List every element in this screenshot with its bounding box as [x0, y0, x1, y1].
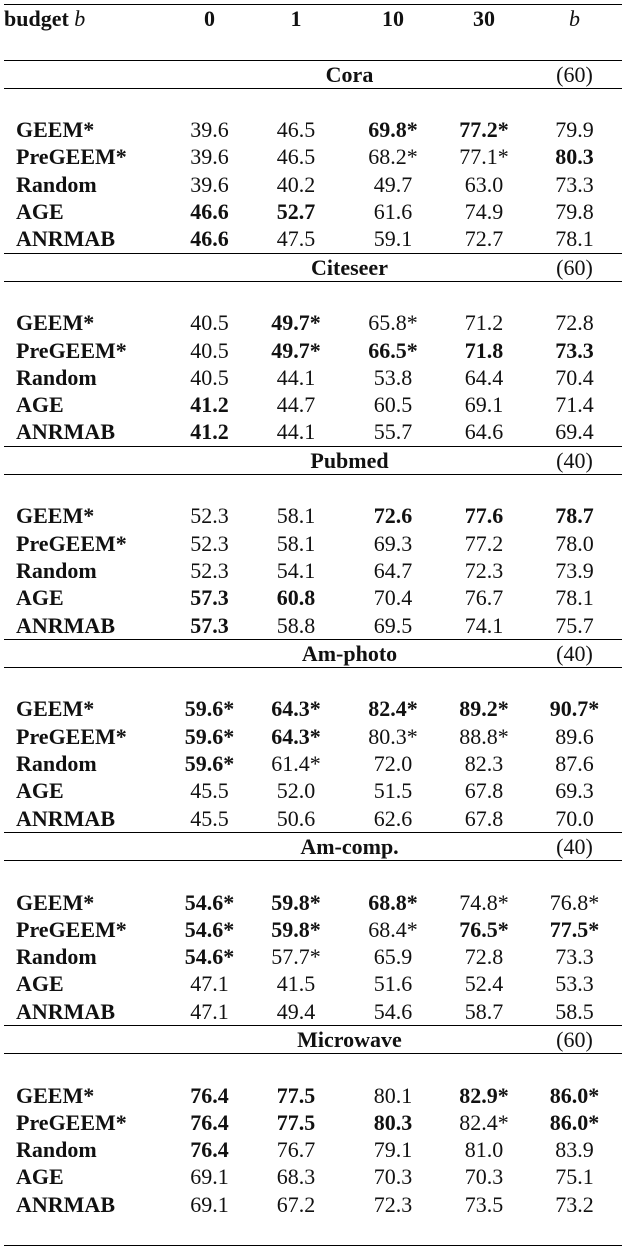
method-name: PreGEEM*	[16, 144, 127, 170]
value-cell: 52.3	[190, 557, 229, 583]
value-cell: 66.5*	[368, 337, 418, 363]
value-cell: 52.3	[190, 530, 229, 556]
value-cell: 57.3	[190, 585, 229, 611]
value-cell: 62.6	[373, 805, 413, 831]
value-cell: 57.3	[190, 612, 229, 638]
value-cell: 68.2*	[368, 144, 418, 170]
dataset-budget: (60)	[527, 253, 622, 281]
value-cell: 76.4	[190, 1082, 229, 1108]
value-cell: 60.5	[373, 392, 413, 418]
value-cell: 69.1	[190, 1164, 229, 1190]
method-name: AGE	[16, 971, 64, 997]
table-row	[4, 998, 622, 1026]
value-cell: 46.6	[190, 226, 229, 252]
value-cell: 80.3	[373, 1109, 413, 1135]
dataset-name: Citeseer	[172, 253, 527, 281]
value-cell: 72.6	[373, 503, 413, 529]
value-cell: 40.5	[190, 337, 229, 363]
value-cell: 76.4	[190, 1109, 229, 1135]
method-name: Random	[16, 171, 97, 197]
value-cell: 50.6	[276, 805, 316, 831]
value-cell: 86.0*	[549, 1109, 600, 1135]
value-cell: 78.0	[555, 530, 594, 556]
value-cell: 46.5	[276, 144, 316, 170]
value-cell: 69.4	[555, 419, 594, 445]
value-cell: 41.2	[190, 419, 229, 445]
value-cell: 76.7	[464, 585, 504, 611]
table-row	[4, 502, 622, 529]
value-cell: 58.1	[276, 503, 316, 529]
value-cell: 82.3	[464, 751, 504, 777]
method-name: ANRMAB	[16, 1191, 115, 1217]
table-row	[4, 1136, 622, 1163]
table-row	[4, 612, 622, 640]
value-cell: 58.1	[276, 530, 316, 556]
value-cell: 67.8	[464, 805, 504, 831]
method-name: PreGEEM*	[16, 337, 127, 363]
table-row	[4, 750, 622, 777]
value-cell: 72.8	[464, 944, 504, 970]
value-cell: 76.8*	[549, 889, 600, 915]
method-name: GEEM*	[16, 117, 95, 143]
dataset-header-row	[4, 60, 622, 88]
value-cell: 68.8*	[368, 889, 418, 915]
value-cell: 74.8*	[459, 889, 509, 915]
table-row	[4, 970, 622, 997]
value-cell: 77.5	[276, 1082, 316, 1108]
value-cell: 78.7	[555, 503, 594, 529]
value-cell: 51.5	[373, 778, 413, 804]
table-row	[4, 1191, 622, 1218]
table-row	[4, 805, 622, 833]
results-table	[4, 4, 622, 1246]
method-name: AGE	[16, 778, 64, 804]
value-cell: 72.3	[464, 557, 504, 583]
header-budget-2: 10	[382, 6, 404, 31]
value-cell: 81.0	[464, 1137, 504, 1163]
value-cell: 73.3	[555, 337, 594, 363]
value-cell: 79.8	[555, 199, 594, 225]
value-cell: 76.7	[276, 1137, 316, 1163]
table-row	[4, 198, 622, 225]
value-cell: 82.4*	[459, 1109, 509, 1135]
method-name: GEEM*	[16, 889, 95, 915]
dataset-budget: (40)	[527, 832, 622, 860]
value-cell: 59.8*	[271, 916, 321, 942]
table-row	[4, 1109, 622, 1136]
value-cell: 89.2*	[459, 696, 509, 722]
value-cell: 90.7*	[549, 696, 600, 722]
value-cell: 69.1	[464, 392, 504, 418]
value-cell: 54.6	[373, 998, 413, 1024]
value-cell: 71.4	[555, 392, 594, 418]
value-cell: 70.4	[373, 585, 413, 611]
value-cell: 60.8	[276, 585, 316, 611]
dataset-name: Am-photo	[172, 639, 527, 667]
value-cell: 72.0	[373, 751, 413, 777]
method-name: GEEM*	[16, 503, 95, 529]
value-cell: 77.6	[464, 503, 504, 529]
value-cell: 69.8*	[368, 117, 418, 143]
value-cell: 73.5	[464, 1191, 504, 1217]
header-budget-1: 1	[290, 6, 302, 31]
value-cell: 44.1	[276, 364, 316, 390]
value-cell: 47.1	[190, 971, 229, 997]
method-name: AGE	[16, 585, 64, 611]
value-cell: 55.7	[373, 419, 413, 445]
dataset-name: Pubmed	[172, 446, 527, 474]
value-cell: 41.5	[276, 971, 316, 997]
table-row	[4, 943, 622, 970]
value-cell: 52.3	[190, 503, 229, 529]
method-name: PreGEEM*	[16, 530, 127, 556]
value-cell: 61.4*	[271, 751, 321, 777]
method-name: PreGEEM*	[16, 916, 127, 942]
value-cell: 75.1	[555, 1164, 594, 1190]
value-cell: 87.6	[555, 751, 594, 777]
header-method	[4, 5, 172, 33]
value-cell: 83.9	[555, 1137, 594, 1163]
dataset-name: Cora	[172, 60, 527, 88]
value-cell: 77.2*	[459, 117, 509, 143]
dataset-header-row	[4, 446, 622, 474]
value-cell: 64.4	[464, 364, 504, 390]
value-cell: 64.6	[464, 419, 504, 445]
value-cell: 68.3	[276, 1164, 316, 1190]
method-name: GEEM*	[16, 696, 95, 722]
method-name: Random	[16, 364, 97, 390]
method-name: GEEM*	[16, 1082, 95, 1108]
value-cell: 39.6	[190, 117, 229, 143]
value-cell: 82.4*	[368, 696, 418, 722]
value-cell: 53.3	[555, 971, 594, 997]
value-cell: 39.6	[190, 171, 229, 197]
table-row	[4, 723, 622, 750]
value-cell: 67.2	[276, 1191, 316, 1217]
value-cell: 73.3	[555, 171, 594, 197]
method-name: GEEM*	[16, 310, 95, 336]
value-cell: 78.1	[555, 226, 594, 252]
value-cell: 64.7	[373, 557, 413, 583]
value-cell: 73.3	[555, 944, 594, 970]
dataset-name: Am-comp.	[172, 832, 527, 860]
value-cell: 54.6*	[184, 916, 235, 942]
value-cell: 64.3*	[271, 696, 321, 722]
value-cell: 77.1*	[459, 144, 509, 170]
table-row	[4, 695, 622, 722]
value-cell: 73.9	[555, 557, 594, 583]
table-row	[4, 418, 622, 446]
dataset-header-row	[4, 639, 622, 667]
value-cell: 46.5	[276, 117, 316, 143]
value-cell: 79.1	[373, 1137, 413, 1163]
value-cell: 73.2	[555, 1191, 594, 1217]
value-cell: 40.5	[190, 364, 229, 390]
method-name: Random	[16, 557, 97, 583]
value-cell: 49.7*	[271, 310, 321, 336]
table-row	[4, 777, 622, 804]
value-cell: 77.5	[276, 1109, 316, 1135]
value-cell: 80.3*	[368, 723, 418, 749]
dataset-budget: (40)	[527, 639, 622, 667]
header-method-var: b	[74, 6, 86, 31]
value-cell: 58.8	[276, 612, 316, 638]
value-cell: 71.8	[464, 337, 504, 363]
value-cell: 58.5	[555, 998, 594, 1024]
value-cell: 74.9	[464, 199, 504, 225]
value-cell: 61.6	[373, 199, 413, 225]
value-cell: 76.5*	[459, 916, 509, 942]
dataset-budget: (60)	[527, 1025, 622, 1053]
method-name: PreGEEM*	[16, 1109, 127, 1135]
table-row	[4, 557, 622, 584]
value-cell: 45.5	[190, 805, 229, 831]
value-cell: 77.2	[464, 530, 504, 556]
table-row	[4, 584, 622, 611]
value-cell: 52.7	[276, 199, 316, 225]
dataset-header-row	[4, 253, 622, 281]
dataset-name: Microwave	[172, 1025, 527, 1053]
value-cell: 49.7*	[271, 337, 321, 363]
method-name: PreGEEM*	[16, 723, 127, 749]
table-row	[4, 364, 622, 391]
value-cell: 64.3*	[271, 723, 321, 749]
header-budget-3: 30	[473, 6, 495, 31]
value-cell: 72.3	[373, 1191, 413, 1217]
value-cell: 71.2	[464, 310, 504, 336]
value-cell: 88.8*	[459, 723, 509, 749]
method-name: ANRMAB	[16, 226, 115, 252]
method-name: ANRMAB	[16, 998, 115, 1024]
value-cell: 70.4	[555, 364, 594, 390]
dataset-header-row	[4, 1025, 622, 1053]
value-cell: 63.0	[464, 171, 504, 197]
value-cell: 69.1	[190, 1191, 229, 1217]
method-name: ANRMAB	[16, 805, 115, 831]
value-cell: 75.7	[555, 612, 594, 638]
value-cell: 49.7	[373, 171, 413, 197]
value-cell: 51.6	[373, 971, 413, 997]
value-cell: 82.9*	[459, 1082, 509, 1108]
value-cell: 53.8	[373, 364, 413, 390]
header-row	[4, 5, 622, 33]
value-cell: 72.8	[555, 310, 594, 336]
value-cell: 59.8*	[271, 889, 321, 915]
table-row	[4, 309, 622, 336]
table-row	[4, 889, 622, 916]
value-cell: 58.7	[464, 998, 504, 1024]
table-row	[4, 225, 622, 253]
table-row	[4, 530, 622, 557]
method-name: Random	[16, 751, 97, 777]
method-name: Random	[16, 944, 97, 970]
value-cell: 39.6	[190, 144, 229, 170]
value-cell: 80.3	[555, 144, 594, 170]
header-method-label: budget	[4, 6, 69, 31]
method-name: ANRMAB	[16, 612, 115, 638]
value-cell: 45.5	[190, 778, 229, 804]
value-cell: 40.5	[190, 310, 229, 336]
table-row	[4, 916, 622, 943]
method-name: AGE	[16, 1164, 64, 1190]
table-body	[4, 60, 622, 1246]
table-row	[4, 391, 622, 418]
dataset-header-row	[4, 832, 622, 860]
value-cell: 40.2	[276, 171, 316, 197]
value-cell: 44.7	[276, 392, 316, 418]
value-cell: 76.4	[190, 1137, 229, 1163]
value-cell: 44.1	[276, 419, 316, 445]
table-row	[4, 1082, 622, 1109]
value-cell: 41.2	[190, 392, 229, 418]
table-row	[4, 171, 622, 198]
value-cell: 52.4	[464, 971, 504, 997]
value-cell: 65.8*	[368, 310, 418, 336]
value-cell: 54.6*	[184, 889, 235, 915]
method-name: ANRMAB	[16, 419, 115, 445]
value-cell: 57.7*	[271, 944, 321, 970]
value-cell: 72.7	[464, 226, 504, 252]
value-cell: 70.3	[464, 1164, 504, 1190]
table-row	[4, 337, 622, 364]
table-row	[4, 143, 622, 170]
value-cell: 54.6*	[184, 944, 235, 970]
value-cell: 69.3	[555, 778, 594, 804]
value-cell: 68.4*	[368, 916, 418, 942]
value-cell: 59.6*	[184, 723, 235, 749]
method-name: AGE	[16, 199, 64, 225]
value-cell: 47.1	[190, 998, 229, 1024]
value-cell: 77.5*	[549, 916, 600, 942]
value-cell: 59.6*	[184, 696, 235, 722]
value-cell: 89.6	[555, 723, 594, 749]
table-row	[4, 1163, 622, 1190]
value-cell: 52.0	[276, 778, 316, 804]
value-cell: 79.9	[555, 117, 594, 143]
value-cell: 47.5	[276, 226, 316, 252]
value-cell: 65.9	[373, 944, 413, 970]
value-cell: 78.1	[555, 585, 594, 611]
value-cell: 69.3	[373, 530, 413, 556]
value-cell: 54.1	[276, 557, 316, 583]
value-cell: 80.1	[373, 1082, 413, 1108]
value-cell: 74.1	[464, 612, 504, 638]
header-budget-0: 0	[204, 6, 215, 31]
value-cell: 49.4	[276, 998, 316, 1024]
method-name: Random	[16, 1137, 97, 1163]
value-cell: 59.6*	[184, 751, 235, 777]
value-cell: 70.3	[373, 1164, 413, 1190]
header-budget-4: b	[569, 6, 580, 31]
dataset-budget: (40)	[527, 446, 622, 474]
value-cell: 86.0*	[549, 1082, 600, 1108]
value-cell: 70.0	[555, 805, 594, 831]
dataset-budget: (60)	[527, 60, 622, 88]
method-name: AGE	[16, 392, 64, 418]
table-row	[4, 116, 622, 143]
value-cell: 59.1	[373, 226, 413, 252]
value-cell: 69.5	[373, 612, 413, 638]
value-cell: 46.6	[190, 199, 229, 225]
value-cell: 67.8	[464, 778, 504, 804]
